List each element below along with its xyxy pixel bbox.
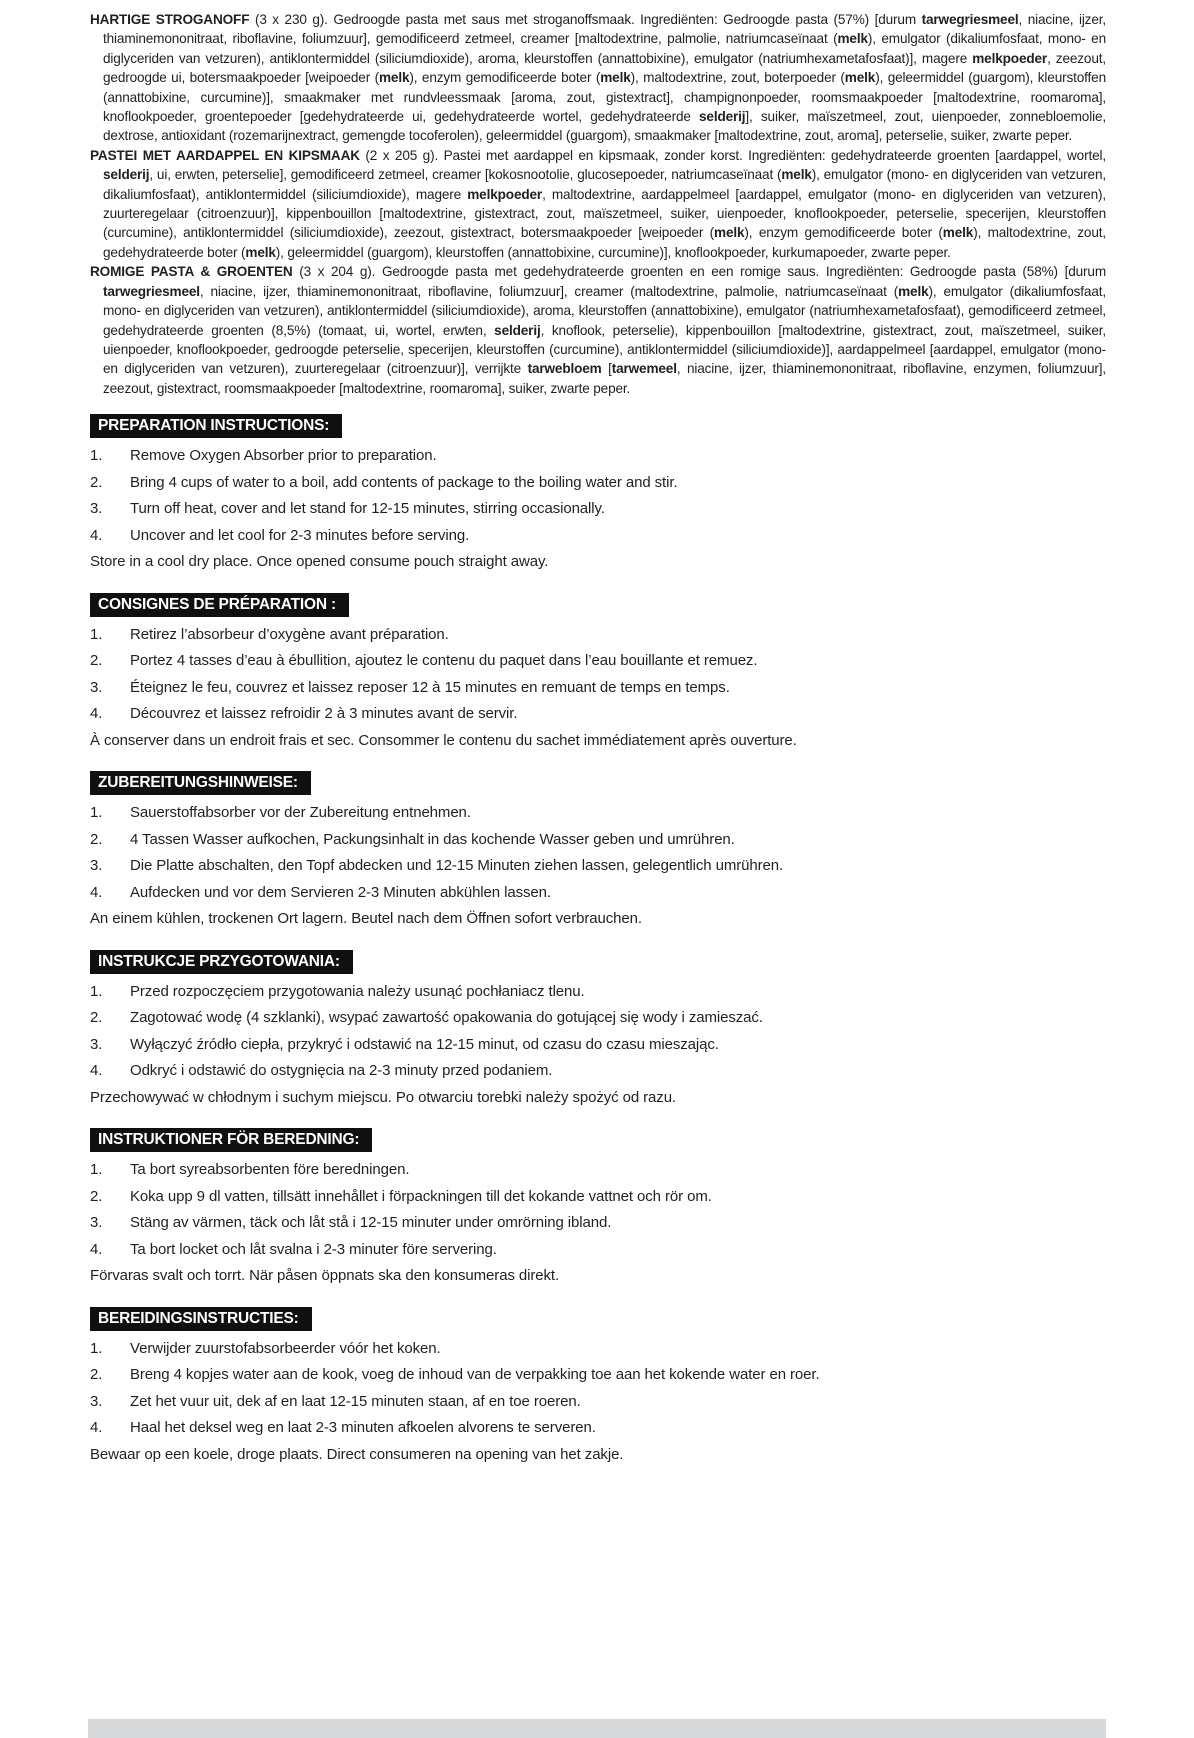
step-number: 3. [90, 678, 103, 696]
step-number: 3. [90, 857, 103, 875]
step-number: 3. [90, 1214, 103, 1232]
step-row [90, 701, 1106, 728]
step-row [90, 1005, 1106, 1032]
step-number: 2. [90, 1366, 103, 1384]
step-row [90, 880, 1106, 907]
step-row [90, 523, 1106, 550]
steps-list-de [90, 800, 1106, 906]
steps-list-en [90, 443, 1106, 549]
section-header-de: ZUBEREITUNGSHINWEISE: [90, 771, 311, 795]
step-row [90, 979, 1106, 1006]
step-text: Wyłączyć źródło ciepła, przykryć i odstawić na 12-15 minut, od czasu do czasu mieszając. [130, 1035, 719, 1053]
label-content [90, 10, 1106, 1468]
ingredient-paragraph-romige-pasta: ROMIGE PASTA & GROENTEN (3 x 204 g). Gedroogde pasta met gedehydrateerde groenten en een romige saus. Ingrediënten: Gedroogde pasta (58%) [durum tarwegriesmeel, niacine, ijzer, thiaminemononitraat, riboflavine, foliumzuur], creamer (maltodextrine, palmolie, natriumcaseïnaat (melk), emulgator (dikaliumfosfaat, mono- en diglyceriden van vetzuren), antiklontermiddel (siliciumdioxide), aroma, kleurstoffen (annattobixine), emulgator (natriumhexametafosfaat), gemodificeerd zetmeel, gedehydrateerde groenten (8,5%) (tomaat, ui, wortel, erwten, selderij, knoflook, peterselie), kippenbouillon [maltodextrine, gistextract, zout, maïszetmeel, suiker, uienpoeder, knoflookpoeder, gedroogde peterselie, specerijen, kleurstoffen (curcumine), antiklontermiddel (siliciumdioxide)], aardappelmeel [aardappel, emulgator (mono- en diglyceriden van vetzuren), zuurteregelaar (citroenzuur)], verrijkte tarwebloem [tarwemeel, niacine, ijzer, thiaminemononitraat, riboflavine, enzymen, foliumzuur], zeezout, gistextract, roomsmaakpoeder [maltodextrine, roomaroma], suiker, zwarte peper. [90, 264, 1106, 396]
instructions-block-de [90, 771, 1106, 933]
step-text: Retirez l’absorbeur d’oxygène avant préparation. [130, 625, 449, 643]
step-row [90, 443, 1106, 470]
step-number: 4. [90, 705, 103, 723]
step-text: 4 Tassen Wasser aufkochen, Packungsinhalt in das kochende Wasser geben und umrühren. [130, 830, 735, 848]
step-row [90, 648, 1106, 675]
step-text: Portez 4 tasses d’eau à ébullition, ajoutez le contenu du paquet dans l’eau bouillante et remuez. [130, 652, 758, 670]
step-number: 1. [90, 1161, 103, 1179]
step-text: Breng 4 kopjes water aan de kook, voeg de inhoud van de verpakking toe aan het kokende water en roer. [130, 1366, 820, 1384]
storage-note-en: Store in a cool dry place. Once opened consume pouch straight away. [90, 553, 549, 571]
step-text: Odkryć i odstawić do ostygnięcia na 2-3 minuty przed podaniem. [130, 1062, 553, 1080]
step-text: Uncover and let cool for 2-3 minutes before serving. [130, 526, 470, 544]
step-number: 2. [90, 1187, 103, 1205]
storage-note-pl: Przechowywać w chłodnym i suchym miejscu. Po otwarciu torebki należy spożyć od razu. [90, 1088, 676, 1106]
step-row [90, 1184, 1106, 1211]
step-row [90, 1336, 1106, 1363]
step-row [90, 1157, 1106, 1184]
step-row [90, 1058, 1106, 1085]
step-row [90, 622, 1106, 649]
step-number: 2. [90, 830, 103, 848]
storage-note-nl: Bewaar op een koele, droge plaats. Direct consumeren na opening van het zakje. [90, 1445, 624, 1463]
instructions-block-nl [90, 1307, 1106, 1469]
step-text: Aufdecken und vor dem Servieren 2-3 Minuten abkühlen lassen. [130, 883, 551, 901]
step-text: Éteignez le feu, couvrez et laissez reposer 12 à 15 minutes en remuant de temps en temps. [130, 678, 730, 696]
step-row [90, 800, 1106, 827]
step-row [90, 1210, 1106, 1237]
step-text: Turn off heat, cover and let stand for 12-15 minutes, stirring occasionally. [130, 500, 605, 518]
step-text: Remove Oxygen Absorber prior to preparation. [130, 447, 437, 465]
storage-note-sv: Förvaras svalt och torrt. När påsen öppnats ska den konsumeras direkt. [90, 1267, 560, 1285]
step-text: Sauerstoffabsorber vor der Zubereitung entnehmen. [130, 804, 471, 822]
section-header-nl: BEREIDINGSINSTRUCTIES: [90, 1307, 312, 1331]
step-text: Zagotować wodę (4 szklanki), wsypać zawartość opakowania do gotującej się wody i zamieszać. [130, 1009, 763, 1027]
step-text: Haal het deksel weg en laat 2-3 minuten afkoelen alvorens te serveren. [130, 1419, 596, 1437]
step-number: 4. [90, 1062, 103, 1080]
step-row [90, 675, 1106, 702]
step-row [90, 827, 1106, 854]
step-number: 4. [90, 1419, 103, 1437]
step-number: 1. [90, 982, 103, 1000]
step-row [90, 853, 1106, 880]
step-text: Découvrez et laissez refroidir 2 à 3 minutes avant de servir. [130, 705, 518, 723]
ingredients-section [90, 10, 1106, 398]
step-row [90, 1237, 1106, 1264]
step-number: 3. [90, 1392, 103, 1410]
section-header-fr: CONSIGNES DE PRÉPARATION : [90, 593, 349, 617]
step-number: 2. [90, 1009, 103, 1027]
section-header-en: PREPARATION INSTRUCTIONS: [90, 414, 342, 438]
step-text: Koka upp 9 dl vatten, tillsätt innehållet i förpackningen till det kokande vattnet och rör om. [130, 1187, 712, 1205]
step-text: Stäng av värmen, täck och låt stå i 12-15 minuter under omrörning ibland. [130, 1214, 612, 1232]
step-number: 3. [90, 1035, 103, 1053]
instructions-block-en [90, 414, 1106, 576]
steps-list-nl [90, 1336, 1106, 1442]
section-header-sv: INSTRUKTIONER FÖR BEREDNING: [90, 1128, 372, 1152]
step-number: 4. [90, 1240, 103, 1258]
steps-list-pl [90, 979, 1106, 1085]
instructions-block-sv [90, 1128, 1106, 1290]
steps-list-sv [90, 1157, 1106, 1263]
step-text: Die Platte abschalten, den Topf abdecken und 12-15 Minuten ziehen lassen, gelegentlich umrühren. [130, 857, 784, 875]
step-number: 2. [90, 473, 103, 491]
step-text: Ta bort locket och låt svalna i 2-3 minuter före servering. [130, 1240, 497, 1258]
step-text: Przed rozpoczęciem przygotowania należy usunąć pochłaniacz tlenu. [130, 982, 585, 1000]
step-row [90, 470, 1106, 497]
bottom-gray-strip [88, 1719, 1106, 1738]
ingredient-paragraph-stroganoff: HARTIGE STROGANOFF (3 x 230 g). Gedroogde pasta met saus met stroganoffsmaak. Ingrediënten: Gedroogde pasta (57%) [durum tarwegriesmeel, niacine, ijzer, thiaminemononitraat, riboflavine, foliumzuur], gemodificeerd zetmeel, creamer [maltodextrine, palmolie, natriumcaseïnaat (melk), emulgator (dikaliumfosfaat, mono- en diglyceriden van vetzuren), antiklontermiddel (siliciumdioxide), aroma, kleurstoffen (annattobixine), emulgator (natriumhexametafosfaat)], magere melkpoeder, zeezout, gedroogde ui, botersmaakpoeder [weipoeder (melk), enzym gemodificeerde boter (melk), maltodextrine, zout, boterpoeder (melk), geleermiddel (guargom), kleurstoffen (annattobixine, curcumine)], smaakmaker met rundvleessmaak [aroma, zout, gistextract], champignonpoeder, roomsmaakpoeder [maltodextrine, roomaroma], knoflookpoeder, groentepoeder [gedehydrateerde ui, gedehydrateerde wortel, gedehydrateerde selderij], suiker, maïszetmeel, zout, uienpoeder, zonnebloemolie, dextrose, antioxidant (rozemarijnextract, gemengde tocoferolen), geleermiddel (guargom), smaakmaker [maltodextrine, zout, aroma], peterselie, suiker, zwarte peper. [90, 12, 1107, 144]
step-row [90, 496, 1106, 523]
section-header-pl: INSTRUKCJE PRZYGOTOWANIA: [90, 950, 353, 974]
step-text: Bring 4 cups of water to a boil, add contents of package to the boiling water and stir. [130, 473, 678, 491]
step-row [90, 1415, 1106, 1442]
step-text: Zet het vuur uit, dek af en laat 12-15 minuten staan, af en toe roeren. [130, 1392, 581, 1410]
step-number: 1. [90, 804, 103, 822]
storage-note-de: An einem kühlen, trockenen Ort lagern. Beutel nach dem Öffnen sofort verbrauchen. [90, 910, 642, 928]
step-text: Ta bort syreabsorbenten före beredningen. [130, 1161, 410, 1179]
step-number: 2. [90, 652, 103, 670]
instructions-block-pl [90, 950, 1106, 1112]
step-row [90, 1362, 1106, 1389]
step-number: 1. [90, 1339, 103, 1357]
steps-list-fr [90, 622, 1106, 728]
step-number: 4. [90, 526, 103, 544]
step-number: 1. [90, 447, 103, 465]
instructions-block-fr [90, 593, 1106, 755]
step-text: Verwijder zuurstofabsorbeerder vóór het koken. [130, 1339, 441, 1357]
ingredient-paragraph-pastei: PASTEI MET AARDAPPEL EN KIPSMAAK (2 x 205 g). Pastei met aardappel en kipsmaak, zonder korst. Ingrediënten: gedehydrateerde groenten [aardappel, wortel, selderij, ui, erwten, peterselie], gemodificeerd zetmeel, creamer [kokosnootolie, glucosepoeder, natriumcaseïnaat (melk), emulgator (mono- en diglyceriden van vetzuren, dikaliumfosfaat), antiklontermiddel (siliciumdioxide), magere melkpoeder, maltodextrine, aardappelmeel [aardappel, emulgator (mono- en diglyceriden van vetzuren), zuurteregelaar (citroenzuur)], kippenbouillon [maltodextrine, gistextract, zout, maïszetmeel, suiker, uienpoeder, knoflookpoeder, peterselie, specerijen, kleurstoffen (curcumine), antiklontermiddel (siliciumdioxide), zeezout, gistextract, botersmaakpoeder [weipoeder (melk), enzym gemodificeerde boter (melk), maltodextrine, zout, gedehydrateerde boter (melk), geleermiddel (guargom), kleurstoffen (annattobixine, curcumine)], knoflookpoeder, kurkumapoeder, zwarte peper. [90, 147, 1107, 260]
storage-note-fr: À conserver dans un endroit frais et sec. Consommer le contenu du sachet immédiatement après ouverture. [90, 731, 797, 749]
step-number: 3. [90, 500, 103, 518]
step-row [90, 1032, 1106, 1059]
step-number: 1. [90, 625, 103, 643]
step-number: 4. [90, 883, 103, 901]
step-row [90, 1389, 1106, 1416]
